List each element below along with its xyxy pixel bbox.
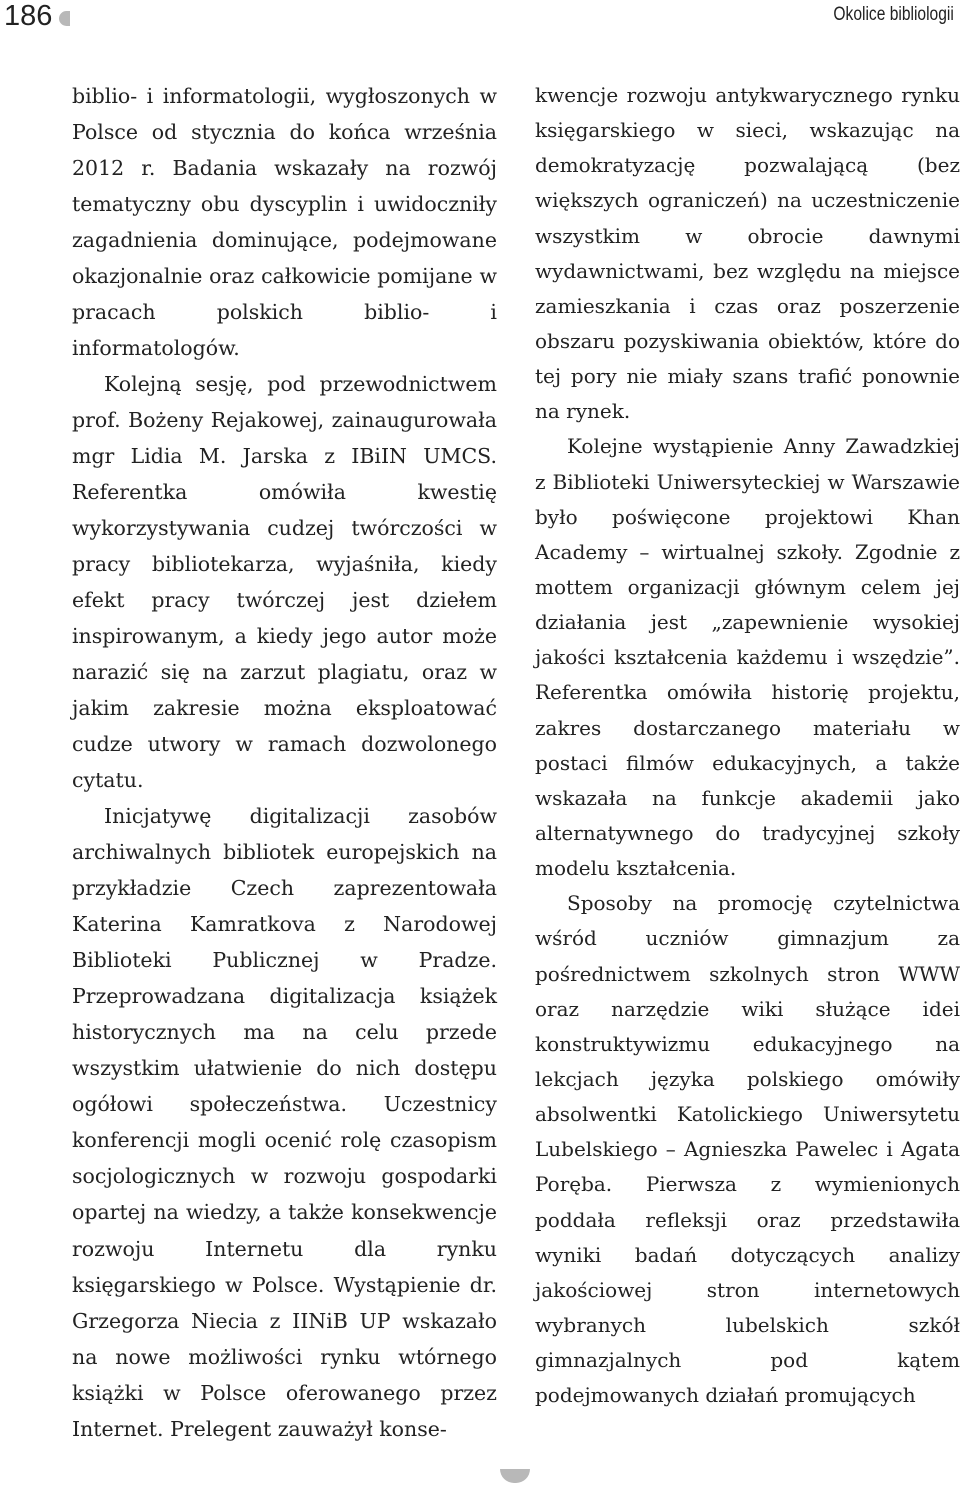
left-column: [72, 78, 497, 1447]
running-head: Okolice bibliologii: [833, 4, 954, 25]
paragraph: Kolejne wystąpienie Anny Zawadzkiej z Biblioteki Uniwersyteckiej w Warszawie było poświęcone projektowi Khan Academy – wirtualnej szkoły. Zgodnie z mottem organizacji głównym celem jej działania jest „zapewnienie wysokiej jakości kształcenia każdemu i wszędzie”. Referentka omówiła historię projektu, zakres dostarczanego materiału w postaci filmów edukacyjnych, a także wskazała na funkcje akademii jako alternatywnego do tradycyjnej szkoły modelu kształcenia.: [535, 434, 960, 881]
paragraph: kwencje rozwoju antykwarycznego rynku księgarskiego w sieci, wskazując na demokratyzację pozwalającą (bez większych ograniczeń) na uczestniczenie wszystkim w obrocie dawnymi wydawnictwami, bez względu na miejsce zamieszkania i czas oraz poszerzenie obszaru pozyskiwania obiektów, które do tej pory nie miały szans trafić ponownie na rynek.: [535, 83, 960, 424]
paragraph: biblio- i informatologii, wygłoszonych w Polsce od stycznia do końca września 2012 r. Badania wskazały na rozwój tematyczny obu dyscyplin i uwidoczniły zagadnienia dominujące, podejmowane okazjonalnie oraz całkowicie pomijane w pracach polskich biblio- i informatologów.: [72, 84, 497, 361]
page-header: [0, 0, 960, 40]
paragraph: Sposoby na promocję czytelnictwa wśród uczniów gimnazjum za pośrednictwem szkolnych stron WWW oraz narzędzie wiki służące idei konstruktywizmu edukacyjnego na lekcjach języka polskiego omówiły absolwentki Katolickiego Uniwersytetu Lubelskiego – Agnieszka Pawelec i Agata Poręba. Pierwsza z wymienionych poddała refleksji oraz przedstawiła wyniki badań dotyczących analizy jakościowej stron internetowych wybranych lubelskich szkół gimnazjalnych pod kątem podejmowanych działań promujących: [535, 891, 960, 1408]
page-marker-tab: [59, 11, 70, 26]
right-column: [535, 78, 960, 1413]
footer-marker: [500, 1469, 530, 1483]
paragraph: Inicjatywę digitalizacji zasobów archiwalnych bibliotek europejskich na przykładzie Czech zaprezentowała Katerina Kamratkova z Narodowej Biblioteki Publicznej w Pradze. Przeprowadzana digitalizacja książek historycznych ma na celu przede wszystkim ułatwienie do nich dostępu ogółowi społeczeństwa. Uczestnicy konferencji mogli ocenić rolę czasopism socjologicznych w rozwoju gospodarki opartej na wiedzy, a także konsekwencje rozwoju Internetu dla rynku księgarskiego w Polsce. Wystąpienie dr. Grzegorza Niecia z IINiB UP wskazało na nowe możliwości rynku wtórnego książki w Polsce oferowanego przez Internet. Prelegent zauważył konse-: [72, 804, 497, 1441]
paragraph: Kolejną sesję, pod przewodnictwem prof. Bożeny Rejakowej, zainaugurowała mgr Lidia M. Jarska z IBiIN UMCS. Referentka omówiła kwestię wykorzystywania cudzej twórczości w pracy bibliotekarza, wyjaśniła, kiedy efekt pracy twórczej jest dziełem inspirowanym, a kiedy jego autor może narazić się na zarzut plagiatu, oraz w jakim zakresie można eksploatować cudze utwory w ramach dozwolonego cytatu.: [72, 372, 497, 793]
page-number: 186: [4, 0, 53, 32]
